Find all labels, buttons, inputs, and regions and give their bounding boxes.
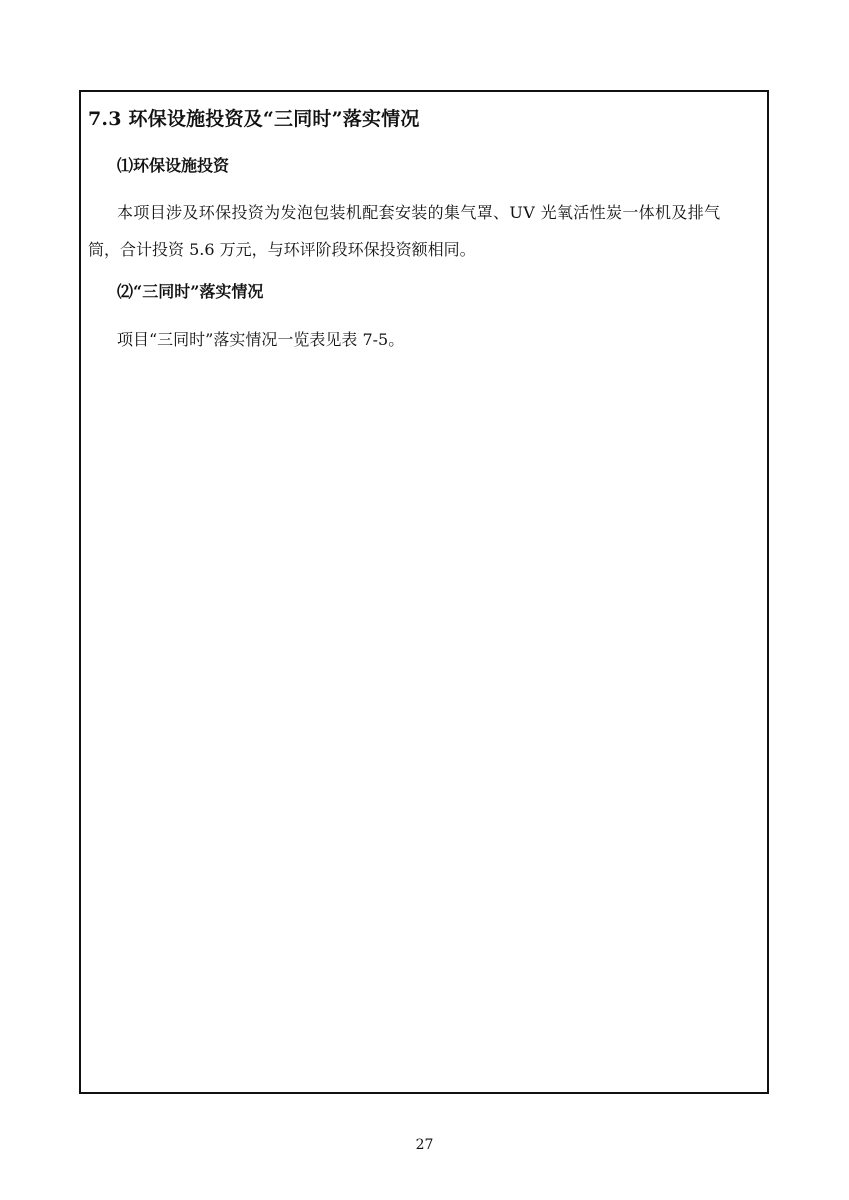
investment-paragraph-line-1: 本项目涉及环保投资为发泡包装机配套安装的集气罩、UV 光氧活性炭一体机及排气 xyxy=(117,203,721,222)
page-number: 27 xyxy=(415,1137,434,1153)
investment-paragraph-line-2: 筒，合计投资 5.6 万元，与环评阶段环保投资额相同。 xyxy=(88,240,476,259)
three-simultaneous-paragraph: 项目“三同时”落实情况一览表见表 7-5。 xyxy=(117,330,405,349)
subsection-heading-three-simultaneous: ⑵“三同时”落实情况 xyxy=(117,282,264,301)
subsection-heading-investment: ⑴环保设施投资 xyxy=(117,156,230,175)
section-title: 7.3 环保设施投资及“三同时”落实情况 xyxy=(88,108,420,130)
